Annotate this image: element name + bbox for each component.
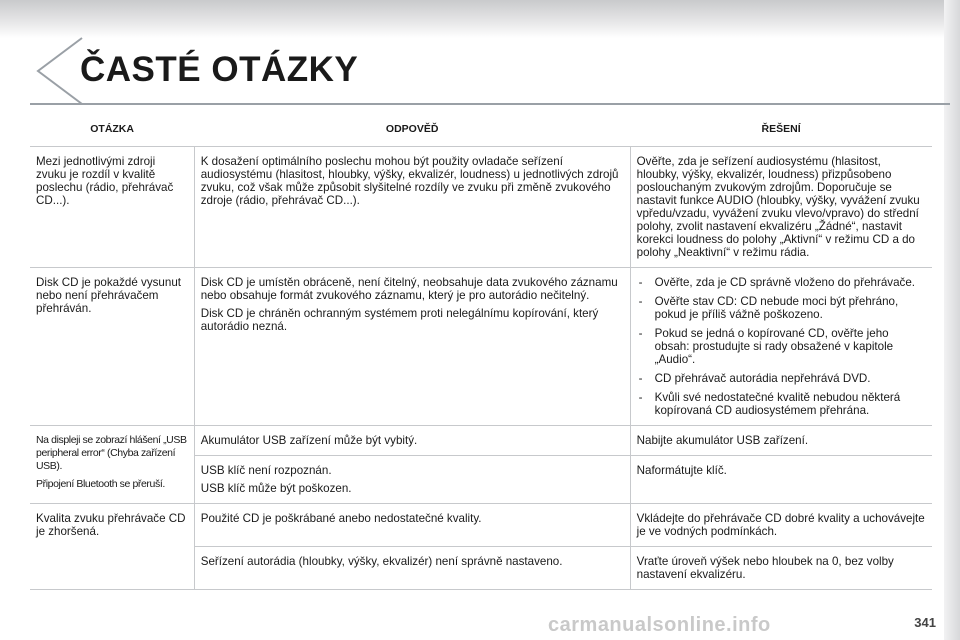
- answer-cell: [194, 426, 630, 456]
- question-cell: Mezi jednotlivými zdroji zvuku je rozdíl v kvalitě poslechu (rádio, přehrávač CD...).: [30, 147, 194, 268]
- answer-cell: [194, 456, 630, 504]
- header-answer: ODPOVĚĎ: [194, 112, 630, 147]
- question-cell: Disk CD je pokaždé vysunut nebo není přehrávačem přehráván.: [30, 268, 194, 426]
- answer-text: Disk CD je chráněn ochranným systémem proti nelegálnímu kopírování, který autorádio nezná.: [200, 307, 599, 333]
- list-item: - Ověřte, zda je CD správně vloženo do přehrávače.: [637, 276, 926, 289]
- solution-cell: Ověřte, zda je seřízení audiosystému (hlasitost, hloubky, výšky, ekvalizér, loudness) přizpůsobeno poslouchaným zvukovým zdrojům. Doporučuje se nastavit funkce AUDIO (hloubky, výšky, vyvážení zvuku vpředu/vzadu, vyvážení zvuku vlevo/vpravo) do střední polohy, zvolit nastavení ekvalizéru „Žádné“, nastavit korekci loudness do polohy „Aktivní“ v režimu CD a do polohy „Neaktivní“ v režimu rádia.: [630, 147, 932, 268]
- answer-cell: [194, 147, 630, 268]
- header-question: OTÁZKA: [30, 112, 194, 147]
- answer-text: USB klíč může být poškozen.: [200, 482, 352, 495]
- question-text: Na displeji se zobrazí hlášení „USB peripheral error“ (Chyba zařízení USB).: [36, 434, 187, 472]
- question-cell: [30, 426, 194, 504]
- table-row: [30, 426, 932, 456]
- table-row: [30, 268, 932, 426]
- title-underline: [30, 103, 950, 105]
- question-text: Připojení Bluetooth se přeruší.: [36, 478, 165, 490]
- answer-text: Akumulátor USB zařízení může být vybitý.: [200, 434, 418, 447]
- list-item: - Ověřte stav CD: CD nebude moci být přehráno, pokud je příliš vážně poškozeno.: [637, 295, 926, 321]
- watermark-text: carmanualsonline.info: [548, 614, 771, 636]
- answer-text: Použité CD je poškrábané anebo nedostatečné kvality.: [200, 512, 482, 525]
- list-item: - Pokud se jedná o kopírované CD, ověřte jeho obsah: prostudujte si rady obsažené v kapitole „Audio“.: [637, 327, 926, 366]
- faq-table: [30, 112, 932, 590]
- question-cell: Kvalita zvuku přehrávače CD je zhoršená.: [30, 504, 194, 590]
- answer-cell: [194, 504, 630, 547]
- answer-text: USB klíč není rozpoznán.: [200, 464, 332, 477]
- answer-text: K dosažení optimálního poslechu mohou být použity ovladače seřízení audiosystému (hlasitost, hloubky, výšky, ekvalizér, loudness) u jednotlivých zdrojů zvuku, což však může způsobit slyšitelné rozdíly ve zvuku při změně zvukového zdroje (rádio, přehrávač CD...).: [200, 155, 619, 207]
- solution-cell: Vraťte úroveň výšek nebo hloubek na 0, bez volby nastavení ekvalizéru.: [630, 547, 932, 590]
- page-edge-strip: [944, 0, 960, 640]
- table-row: [30, 504, 932, 547]
- solution-list: [637, 276, 926, 417]
- solution-cell: Naformátujte klíč.: [630, 456, 932, 504]
- table-row: [30, 147, 932, 268]
- list-item: - Kvůli své nedostatečné kvalitě nebudou některá kopírovaná CD audiosystémem přehrána.: [637, 391, 926, 417]
- header-solution: ŘEŠENÍ: [630, 112, 932, 147]
- page-number: 341: [914, 615, 936, 630]
- solution-cell: [630, 268, 932, 426]
- solution-cell: Nabijte akumulátor USB zařízení.: [630, 426, 932, 456]
- answer-text: Disk CD je umístěn obráceně, není čitelný, neobsahuje data zvukového záznamu nebo obsahuje formát zvukového záznamu, který je pro autorádio nečitelný.: [200, 276, 618, 302]
- table-header-row: [30, 112, 932, 147]
- answer-cell: [194, 547, 630, 590]
- list-item: - CD přehrávač autorádia nepřehrává DVD.: [637, 372, 926, 385]
- answer-cell: [194, 268, 630, 426]
- top-header-band: [0, 0, 960, 38]
- page-title: ČASTÉ OTÁZKY: [80, 50, 359, 89]
- solution-cell: Vkládejte do přehrávače CD dobré kvality a uchovávejte je ve vodných podmínkách.: [630, 504, 932, 547]
- answer-text: Seřízení autorádia (hloubky, výšky, ekvalizér) není správně nastaveno.: [200, 555, 563, 568]
